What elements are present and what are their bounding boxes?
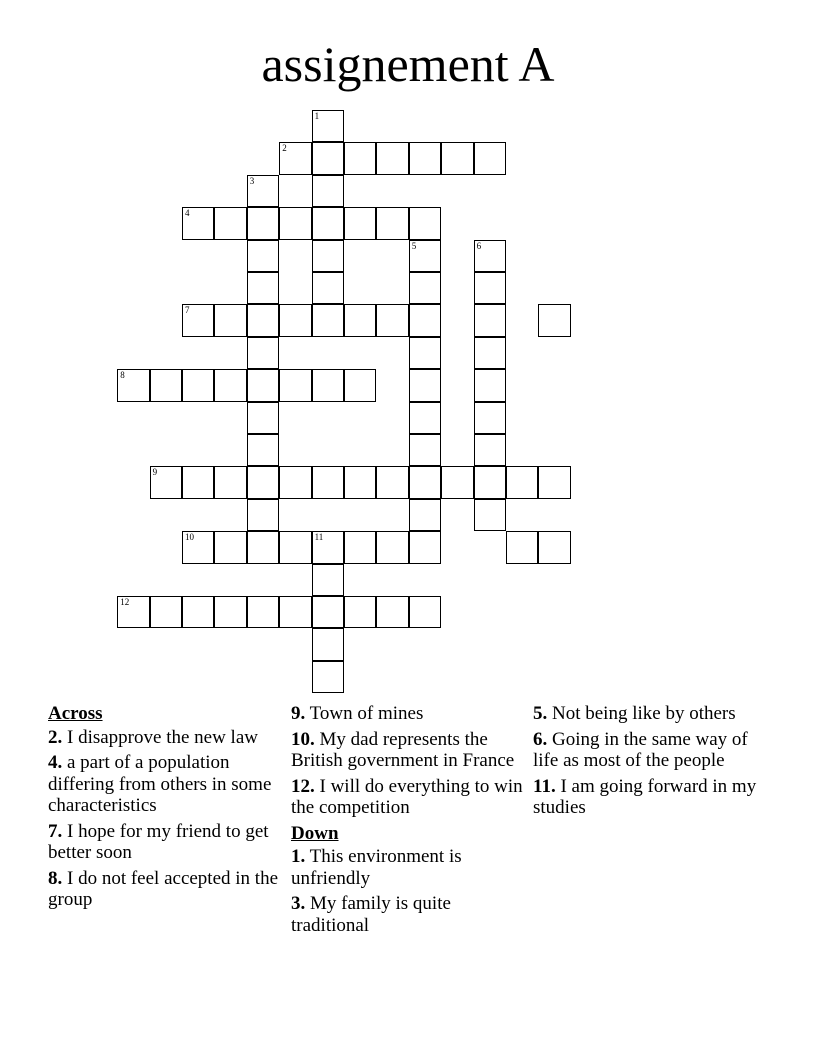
grid-cell[interactable] bbox=[344, 369, 376, 401]
clue-text: I will do everything to win the competition bbox=[291, 775, 523, 818]
grid-cell[interactable] bbox=[214, 207, 246, 239]
grid-cell[interactable] bbox=[506, 466, 538, 498]
grid-cell[interactable] bbox=[182, 466, 214, 498]
grid-cell[interactable] bbox=[409, 466, 441, 498]
clue bbox=[533, 703, 765, 725]
clues-column-1 bbox=[48, 703, 280, 915]
grid-cell[interactable] bbox=[312, 272, 344, 304]
clue-number: 4. bbox=[48, 752, 63, 773]
grid-cell[interactable] bbox=[279, 466, 311, 498]
grid-cell[interactable] bbox=[376, 596, 408, 628]
grid-cell[interactable] bbox=[409, 304, 441, 336]
grid-cell[interactable] bbox=[214, 531, 246, 563]
grid-cell[interactable] bbox=[409, 434, 441, 466]
grid-cell[interactable] bbox=[409, 596, 441, 628]
grid-cell[interactable] bbox=[279, 304, 311, 336]
cell-number: 6 bbox=[476, 240, 482, 251]
grid-cell[interactable] bbox=[279, 531, 311, 563]
grid-cell[interactable] bbox=[376, 207, 408, 239]
clue bbox=[533, 729, 765, 772]
clue-number: 7. bbox=[48, 820, 63, 842]
clue-number: 12. bbox=[291, 775, 315, 797]
grid-cell[interactable] bbox=[538, 531, 570, 563]
grid-cell[interactable] bbox=[409, 240, 441, 272]
grid-cell[interactable] bbox=[376, 142, 408, 174]
grid-cell[interactable] bbox=[247, 596, 279, 628]
grid-cell[interactable] bbox=[441, 142, 473, 174]
grid-cell[interactable] bbox=[312, 207, 344, 239]
grid-cell[interactable] bbox=[247, 466, 279, 498]
grid-cell[interactable] bbox=[474, 369, 506, 401]
grid-cell[interactable] bbox=[214, 466, 246, 498]
grid-cell[interactable] bbox=[279, 596, 311, 628]
grid-cell[interactable] bbox=[474, 466, 506, 498]
clue-text: My family is quite traditional bbox=[291, 893, 451, 936]
grid-cell[interactable] bbox=[474, 240, 506, 272]
grid-cell[interactable] bbox=[214, 596, 246, 628]
grid-cell[interactable] bbox=[182, 304, 214, 336]
clue-number: 11. bbox=[533, 775, 556, 797]
grid-cell[interactable] bbox=[474, 499, 506, 531]
grid-cell[interactable] bbox=[409, 142, 441, 174]
clue bbox=[291, 729, 523, 772]
clue bbox=[291, 893, 523, 936]
cell-number: 5 bbox=[411, 240, 417, 251]
clue-text: Going in the same way of life as most of the people bbox=[533, 728, 748, 771]
clue-text: Not being like by others bbox=[547, 703, 736, 724]
clue-text: a part of a population differing from others in some characteristics bbox=[48, 752, 272, 816]
clue bbox=[291, 776, 523, 819]
grid-cell[interactable] bbox=[312, 628, 344, 660]
grid-cell[interactable] bbox=[409, 369, 441, 401]
cell-number: 9 bbox=[152, 467, 158, 478]
grid-cell[interactable] bbox=[344, 531, 376, 563]
grid-cell[interactable] bbox=[538, 304, 570, 336]
clue bbox=[48, 752, 280, 817]
grid-cell[interactable] bbox=[182, 596, 214, 628]
grid-cell[interactable] bbox=[409, 337, 441, 369]
grid-cell[interactable] bbox=[409, 207, 441, 239]
grid-cell[interactable] bbox=[344, 596, 376, 628]
clue-text: I do not feel accepted in the group bbox=[48, 867, 279, 910]
grid-cell[interactable] bbox=[247, 304, 279, 336]
grid-cell[interactable] bbox=[247, 240, 279, 272]
cell-number: 2 bbox=[282, 143, 287, 154]
grid-cell[interactable] bbox=[247, 337, 279, 369]
clue-number: 8. bbox=[48, 867, 63, 889]
clue-number: 3. bbox=[291, 893, 306, 914]
grid-cell[interactable] bbox=[474, 304, 506, 336]
clue-text: I hope for my friend to get better soon bbox=[48, 820, 269, 863]
grid-cell[interactable] bbox=[474, 142, 506, 174]
grid-cell[interactable] bbox=[312, 240, 344, 272]
clue-number: 10. bbox=[291, 728, 315, 750]
cell-number: 10 bbox=[185, 532, 194, 543]
grid-cell[interactable] bbox=[150, 596, 182, 628]
clues-column-2 bbox=[291, 703, 523, 940]
clue bbox=[48, 868, 280, 911]
grid-cell[interactable] bbox=[182, 207, 214, 239]
grid-cell[interactable] bbox=[312, 564, 344, 596]
grid-cell[interactable] bbox=[279, 369, 311, 401]
grid-cell[interactable] bbox=[376, 304, 408, 336]
grid-cell[interactable] bbox=[247, 272, 279, 304]
cell-number: 4 bbox=[185, 208, 190, 219]
grid-cell[interactable] bbox=[247, 531, 279, 563]
clue-number: 5. bbox=[533, 703, 548, 724]
grid-cell[interactable] bbox=[312, 661, 344, 693]
grid-cell[interactable] bbox=[312, 175, 344, 207]
clue-text: Town of mines bbox=[305, 703, 424, 724]
grid-cell[interactable] bbox=[376, 531, 408, 563]
clue bbox=[291, 703, 523, 725]
grid-cell[interactable] bbox=[409, 531, 441, 563]
clue bbox=[291, 846, 523, 889]
grid-cell[interactable] bbox=[312, 369, 344, 401]
grid-cell[interactable] bbox=[312, 304, 344, 336]
grid-cell[interactable] bbox=[247, 175, 279, 207]
grid-cell[interactable] bbox=[312, 142, 344, 174]
puzzle-title: assignement A bbox=[261, 36, 555, 92]
grid-cell[interactable] bbox=[312, 110, 344, 142]
grid-cell[interactable] bbox=[312, 596, 344, 628]
clue-number: 9. bbox=[291, 703, 306, 724]
cell-number: 11 bbox=[314, 532, 324, 543]
grid-cell[interactable] bbox=[117, 369, 149, 401]
clue bbox=[48, 821, 280, 864]
grid-cell[interactable] bbox=[117, 596, 149, 628]
grid-cell[interactable] bbox=[344, 207, 376, 239]
grid-cell[interactable] bbox=[312, 531, 344, 563]
grid-cell[interactable] bbox=[344, 466, 376, 498]
cell-number: 12 bbox=[120, 597, 130, 607]
clue-number: 2. bbox=[48, 726, 63, 748]
clue bbox=[533, 776, 765, 819]
clue-number: 1. bbox=[291, 846, 306, 867]
grid-cell[interactable] bbox=[214, 369, 246, 401]
clue-text: This environment is unfriendly bbox=[291, 846, 462, 889]
grid-cell[interactable] bbox=[150, 369, 182, 401]
grid-cell[interactable] bbox=[247, 402, 279, 434]
grid-cell[interactable] bbox=[247, 499, 279, 531]
cell-number: 7 bbox=[185, 305, 190, 316]
grid-cell[interactable] bbox=[247, 434, 279, 466]
grid-cell[interactable] bbox=[474, 337, 506, 369]
clue-text: My dad represents the British government in France bbox=[291, 728, 515, 771]
clue-text: I am going forward in my studies bbox=[533, 775, 757, 818]
grid-cell[interactable] bbox=[409, 272, 441, 304]
across-heading: Across bbox=[48, 703, 103, 724]
grid-cell[interactable] bbox=[409, 402, 441, 434]
grid-cell[interactable] bbox=[441, 466, 473, 498]
grid-cell[interactable] bbox=[247, 369, 279, 401]
grid-cell[interactable] bbox=[279, 207, 311, 239]
clue bbox=[48, 727, 280, 749]
grid-cell[interactable] bbox=[214, 304, 246, 336]
grid-cell[interactable] bbox=[182, 369, 214, 401]
grid-cell[interactable] bbox=[344, 304, 376, 336]
grid-cell[interactable] bbox=[506, 531, 538, 563]
grid-cell[interactable] bbox=[474, 272, 506, 304]
clues-column-3 bbox=[533, 703, 765, 823]
grid-cell[interactable] bbox=[312, 466, 344, 498]
grid-cell[interactable] bbox=[474, 402, 506, 434]
grid-cell[interactable] bbox=[409, 499, 441, 531]
grid-cell[interactable] bbox=[538, 466, 570, 498]
grid-cell[interactable] bbox=[279, 142, 311, 174]
cell-number: 1 bbox=[314, 111, 320, 121]
down-heading: Down bbox=[291, 822, 339, 844]
grid-cell[interactable] bbox=[182, 531, 214, 563]
clue-number: 6. bbox=[533, 728, 548, 750]
clue-text: I disapprove the new law bbox=[62, 726, 258, 748]
cell-number: 3 bbox=[249, 175, 255, 186]
grid-cell[interactable] bbox=[376, 466, 408, 498]
grid-cell[interactable] bbox=[474, 434, 506, 466]
grid-cell[interactable] bbox=[247, 207, 279, 239]
grid-cell[interactable] bbox=[344, 142, 376, 174]
cell-number: 8 bbox=[120, 370, 125, 381]
grid-cell[interactable] bbox=[150, 466, 182, 498]
